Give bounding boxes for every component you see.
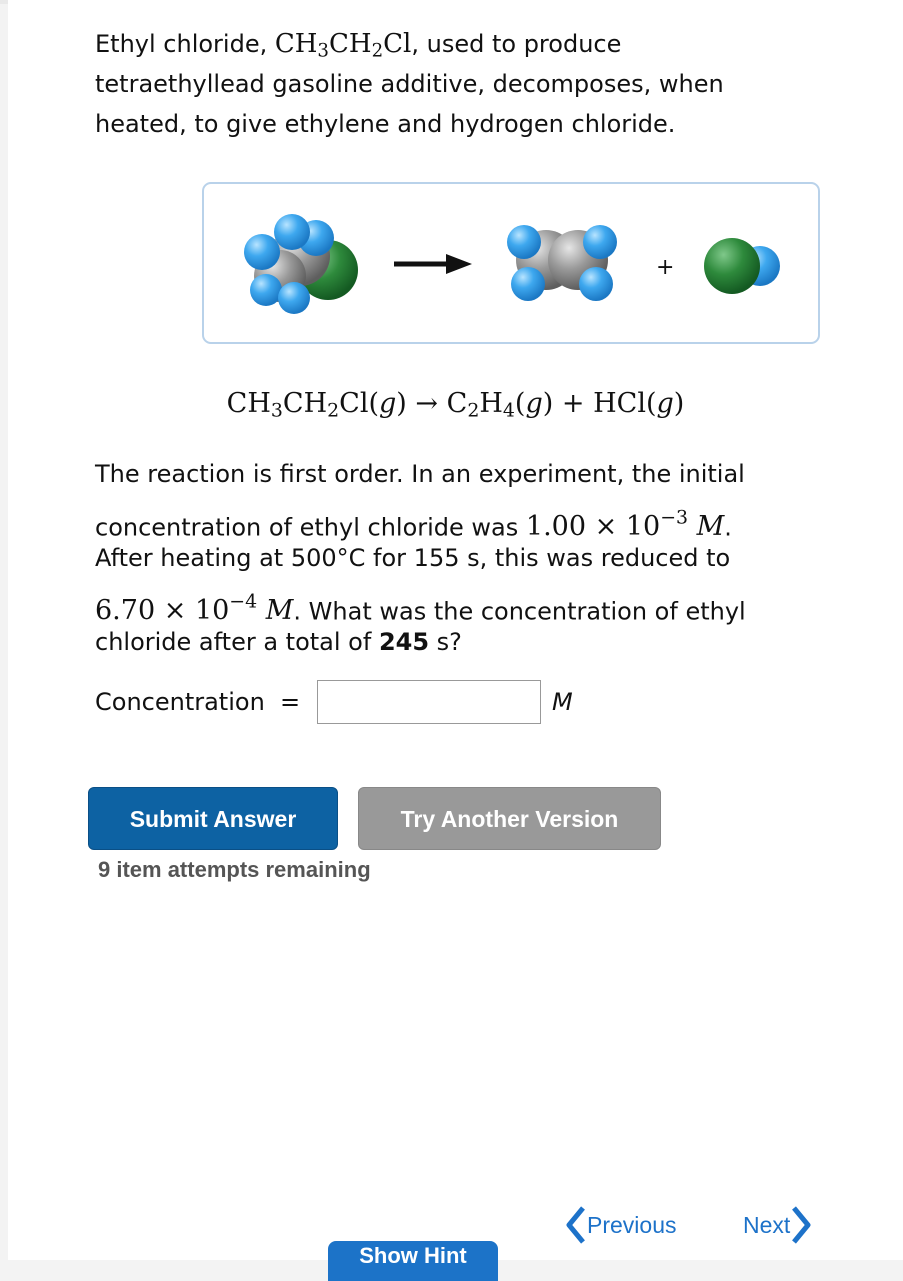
times-sign: × xyxy=(163,595,187,627)
attempts-remaining-text: 9 item attempts remaining xyxy=(98,857,371,882)
problem-page xyxy=(8,0,903,1268)
chevron-left-icon xyxy=(563,1205,587,1245)
reaction-arrow-icon xyxy=(394,254,472,274)
question-text: . What was the concentration of ethyl xyxy=(293,597,746,626)
show-hint-button[interactable]: Show Hint xyxy=(328,1241,498,1281)
concentration-label: Concentration = xyxy=(95,688,301,716)
initial-conc-unit: M xyxy=(696,511,725,543)
molecule-illustration xyxy=(202,182,820,344)
reduced-conc-exponent: −4 xyxy=(229,591,258,613)
chemical-equation xyxy=(8,388,903,422)
intro-line-2: tetraethyllead gasoline additive, decomposes, when xyxy=(95,70,724,98)
ethyl-chloride-formula: $CH_3CH_2Cl$ xyxy=(274,29,412,62)
intro-line-3: heated, to give ethylene and hydrogen chloride. xyxy=(95,110,676,138)
next-label: Next xyxy=(743,1211,791,1238)
question-line-1: The reaction is first order. In an experiment, the initial xyxy=(95,460,745,488)
question-text: concentration of ethyl chloride was xyxy=(95,513,526,542)
chevron-right-icon xyxy=(790,1205,814,1245)
try-another-version-button[interactable]: Try Another Version xyxy=(358,787,661,850)
question-line-3: After heating at 500°C for 155 s, this was reduced to xyxy=(95,544,731,572)
intro-text: Ethyl chloride, xyxy=(95,30,275,58)
question-text: s? xyxy=(429,628,462,656)
equation-product-hcl: HCl(g) xyxy=(593,388,685,419)
submit-answer-button[interactable]: Submit Answer xyxy=(88,787,338,850)
equation-reactant: $CH_3CH_2Cl(g)$ xyxy=(226,388,407,422)
reduced-conc-unit: M xyxy=(265,595,294,627)
equation-arrow: → xyxy=(415,388,439,419)
question-text: . xyxy=(724,513,732,542)
previous-label: Previous xyxy=(587,1211,677,1238)
next-link[interactable] xyxy=(743,1203,814,1245)
previous-link[interactable] xyxy=(563,1203,676,1245)
intro-text: , used to produce xyxy=(411,30,622,58)
ethyl-chloride-molecule-icon xyxy=(244,214,358,314)
initial-conc-exponent: −3 xyxy=(660,507,689,529)
equation-product-ethylene: $C_2H_4(g)$ xyxy=(446,388,554,422)
initial-conc-mantissa: 1.00 xyxy=(525,511,587,543)
equation-plus: + xyxy=(561,388,585,419)
question-text: chloride after a total of xyxy=(95,628,379,656)
reduced-conc-base: 10 xyxy=(194,595,230,627)
concentration-unit: M xyxy=(552,688,573,716)
plus-sign: + xyxy=(656,255,675,280)
initial-conc-base: 10 xyxy=(625,511,661,543)
concentration-input[interactable] xyxy=(317,680,541,724)
hydrogen-chloride-molecule-icon xyxy=(704,238,780,294)
total-time-value: 245 xyxy=(378,628,430,656)
reduced-conc-mantissa: 6.70 xyxy=(95,595,156,627)
question-line-5 xyxy=(95,622,462,662)
ethylene-molecule-icon xyxy=(507,225,617,301)
times-sign: × xyxy=(594,511,618,543)
reaction-molecules-image xyxy=(204,184,818,342)
